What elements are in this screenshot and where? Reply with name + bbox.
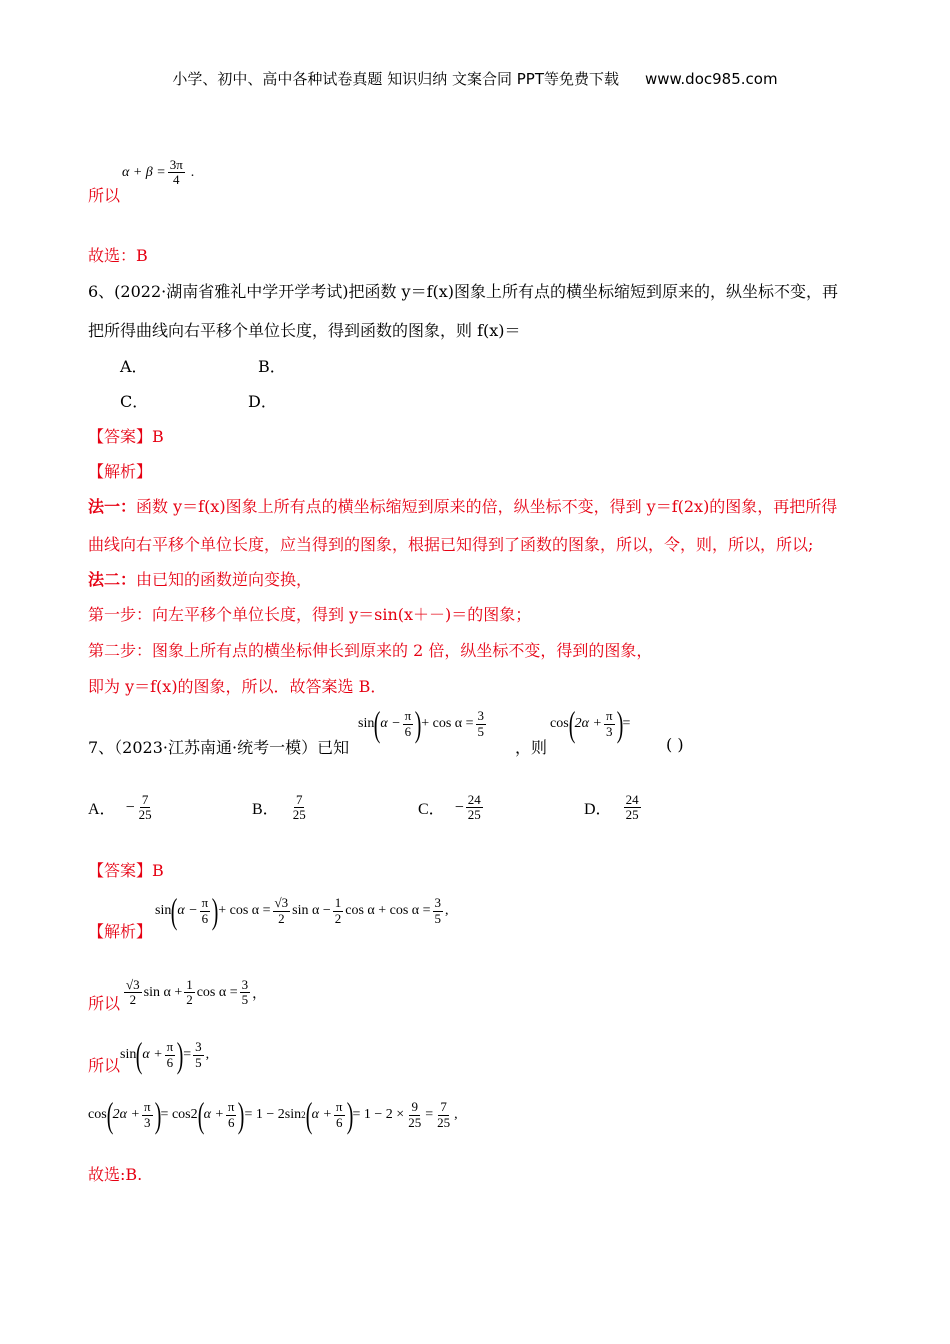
page-header — [0, 68, 950, 89]
q6-option-b[interactable]: B． — [258, 357, 286, 376]
q6-method1-line2: 曲线向右平移个单位长度，应当得到的图象，根据已知得到了函数的图象，所以，令，则，所以，所以; — [88, 535, 814, 554]
q5-suoyi: 所以 — [88, 186, 121, 205]
q7-cond-mid: α − — [380, 716, 401, 731]
q6-option-d[interactable]: D． — [248, 392, 277, 411]
q5-den: 4 — [173, 172, 180, 188]
q7-blank: ( ) — [666, 735, 684, 754]
q5-period: . — [190, 164, 195, 180]
q6-option-a[interactable]: A． — [120, 357, 148, 376]
q6-option-c[interactable]: C． — [120, 392, 149, 411]
q7-step2: $\frac{√3}{2}$ sin α + $\frac{1}{2}$ cos α = $\frac{3}{5}$ ， — [126, 977, 267, 1008]
header-text: 小学、初中、高中各种试卷真题 知识归纳 文案合同 PPT等免费下载 — [172, 70, 619, 88]
q6-method1-text: 函数 y＝f(x)图象上所有点的横坐标缩短到原来的倍，纵坐标不变，得到 y＝f(2x)的图象，再把所得 — [136, 497, 838, 516]
q7-final: 故选:B. — [88, 1165, 143, 1184]
q5-answer: 故选：B — [88, 246, 148, 265]
q6-method1-label: 法一： — [88, 497, 137, 516]
q7-condition: sin ( α − $\frac{\pi}{6}$ ) + cos α = $\frac{3}{5}$ — [358, 704, 485, 744]
q6-stem-line2: 把所得曲线向右平移个单位长度，得到函数的图象，则 f(x)＝ — [88, 321, 521, 340]
q5-num: 3π — [169, 157, 183, 172]
q6-answer: 【答案】B — [88, 427, 164, 446]
q7-step4: cos ( 2α + $\frac{\pi}{3}$ ) = cos2 ( α + $\frac{\pi}{6}$ ) = 1 − 2sin 2 ( α + $\frac{\pi}{6}$ ) = 1 − 2 × $\frac{9}{25}$ = $\frac{7}{25}$ , — [88, 1095, 458, 1135]
q7-cond-sin: sin — [358, 716, 375, 731]
q7-option-a[interactable]: A． − $\frac{7}{25}$ — [88, 792, 152, 823]
q7-cond-rhs: $\frac{3}{5}$ — [477, 708, 485, 739]
header-site-link[interactable]: www.doc985.com — [644, 70, 778, 88]
q5-fraction — [168, 158, 185, 188]
q6-analysis-label: 【解析】 — [88, 462, 153, 481]
q7-then: ，则 — [515, 738, 548, 757]
q6-step1: 第一步：向左平移个单位长度，得到 y＝sin(x＋－)＝的图象； — [88, 605, 532, 624]
q6-method2-line1 — [88, 567, 312, 590]
q7-cond-cos: + cos α = — [421, 716, 474, 731]
q7-option-d[interactable]: D． $\frac{24}{25}$ — [584, 792, 639, 823]
q7-analysis-label: 【解析】 — [88, 922, 153, 941]
q6-stem-line1: 6、(2022·湖南省雅礼中学开学考试)把函数 y＝f(x)图象上所有点的横坐标缩短到原来的，纵坐标不变，再 — [88, 282, 839, 301]
q6-method1-line1 — [88, 494, 837, 517]
q5-conclusion — [88, 183, 120, 206]
q7-option-c[interactable]: C． − $\frac{24}{25}$ — [418, 792, 481, 823]
q5-formula — [122, 158, 194, 188]
q6-step2: 第二步：图象上所有点的横坐标伸长到原来的 2 倍，纵坐标不变，得到的图象， — [88, 641, 653, 660]
q6-final: 即为 y＝f(x)的图象，所以．故答案选 B． — [88, 677, 387, 696]
q7-option-b[interactable]: B． $\frac{7}{25}$ — [252, 792, 306, 823]
q6-method2-text: 由已知的函数逆向变换， — [136, 570, 313, 589]
q7-prefix: 7、（2023·江苏南通·统考一模）已知 — [88, 738, 350, 757]
q7-step2-suoyi: 所以 — [88, 994, 121, 1013]
q5-lhs: α + β = — [122, 164, 166, 180]
q7-answer: 【答案】B — [88, 861, 164, 880]
q7-step1: sin ( α − $\frac{\pi}{6}$ ) + cos α = $\frac{√3}{2}$ sin α − $\frac{1}{2}$ cos α + cos α = $\frac{3}{5}$ , — [155, 891, 449, 931]
q7-target: cos ( 2α + $\frac{\pi}{3}$ ) = — [550, 704, 631, 744]
q7-step3: sin ( α + $\frac{\pi}{6}$ ) = $\frac{3}{5}$ , — [120, 1035, 210, 1075]
q6-method2-label: 法二： — [88, 570, 137, 589]
q7-cond-frac: $\frac{\pi}{6}$ — [404, 708, 412, 739]
q7-step3-suoyi: 所以 — [88, 1056, 121, 1075]
